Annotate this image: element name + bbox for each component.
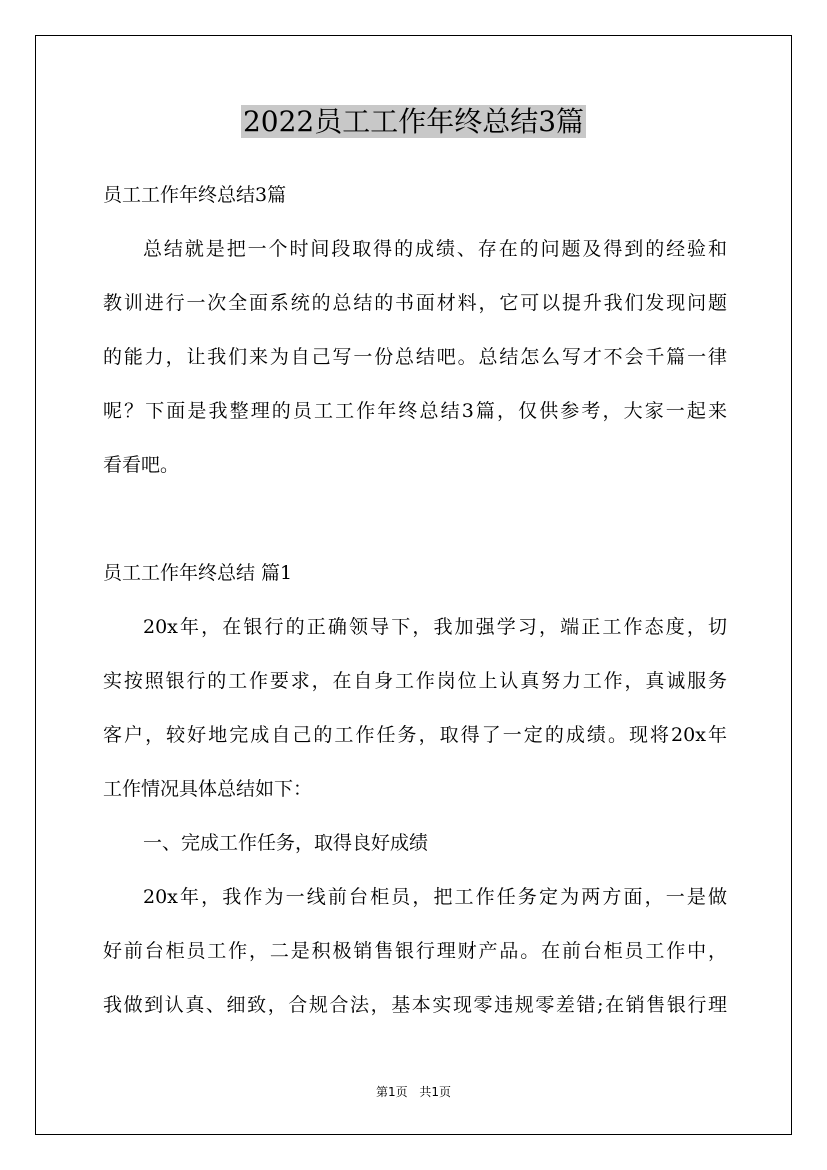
document-body — [103, 168, 727, 1032]
subheading: 一、完成工作任务，取得良好成绩 — [143, 832, 429, 854]
para1-line: 20x年，在银行的正确领导下，我加强学习，端正工作态度，切 — [143, 616, 727, 638]
intro-line: 的能力，让我们来为自己写一份总结吧。总结怎么写才不会千篇一律 — [103, 346, 727, 368]
intro-line: 总结就是把一个时间段取得的成绩、存在的问题及得到的经验和 — [143, 238, 727, 260]
para2-line: 20x年，我作为一线前台柜员，把工作任务定为两方面，一是做 — [143, 886, 727, 908]
para1-line: 客户，较好地完成自己的工作任务，取得了一定的成绩。现将20x年 — [103, 724, 727, 746]
page-number-current: 第1页 — [375, 1085, 408, 1099]
document-title-text: 2022员工工作年终总结3篇 — [242, 105, 585, 138]
para2-line: 我做到认真、细致，合规合法，基本实现零违规零差错;在销售银行理 — [103, 994, 727, 1016]
para1-line: 工作情况具体总结如下： — [103, 778, 313, 800]
paragraph-spacer — [103, 492, 727, 546]
para1-line: 实按照银行的工作要求，在自身工作岗位上认真努力工作，真诚服务 — [103, 670, 727, 692]
intro-line: 呢？下面是我整理的员工工作年终总结3篇，仅供参考，大家一起来 — [103, 400, 727, 422]
document-title — [0, 100, 827, 144]
para2-line: 好前台柜员工作，二是积极销售银行理财产品。在前台柜员工作中， — [103, 940, 727, 962]
page-footer — [0, 1084, 827, 1100]
section-heading: 员工工作年终总结 篇1 — [103, 562, 293, 584]
intro-line: 看看吧。 — [103, 454, 180, 476]
intro-line: 教训进行一次全面系统的总结的书面材料，它可以提升我们发现问题 — [103, 292, 727, 314]
page-number-total: 共1页 — [419, 1085, 452, 1099]
document-subtitle: 员工工作年终总结3篇 — [103, 184, 287, 206]
